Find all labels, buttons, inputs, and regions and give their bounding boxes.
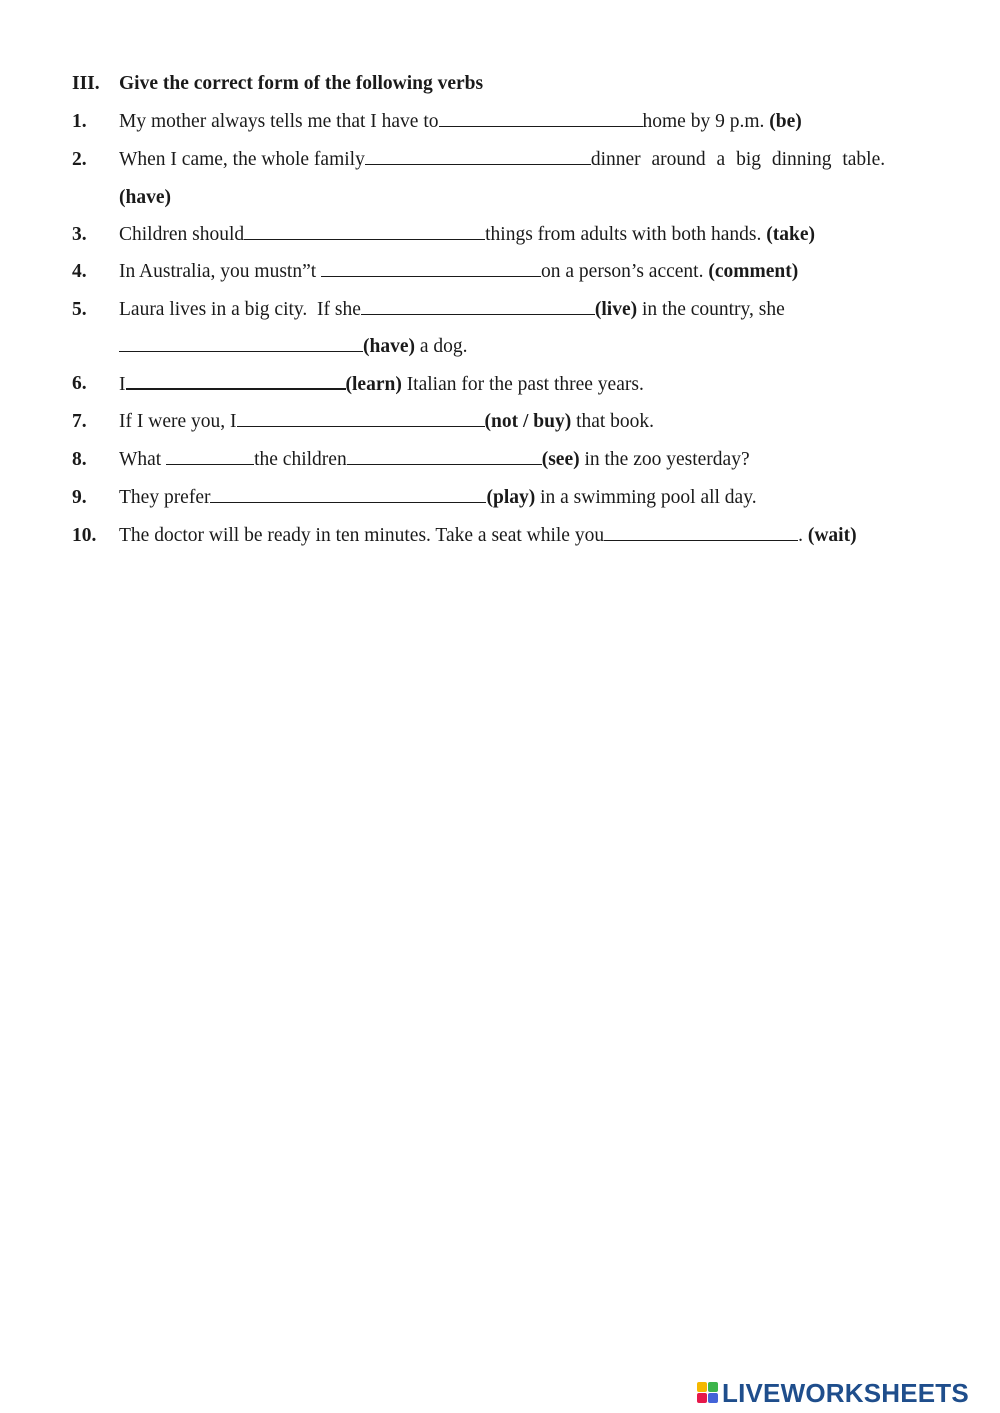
verb-hint: (be) xyxy=(769,111,802,132)
verb-hint: (take) xyxy=(766,224,815,245)
question-7 xyxy=(72,407,940,437)
question-2 xyxy=(72,145,940,175)
question-text: in the country, she xyxy=(641,299,785,320)
question-5 xyxy=(72,295,940,325)
question-1 xyxy=(72,107,940,137)
question-text: that book. xyxy=(576,411,655,432)
answer-blank[interactable] xyxy=(321,257,541,277)
question-8 xyxy=(72,445,940,475)
question-9 xyxy=(72,483,940,513)
question-number: 9. xyxy=(72,487,87,508)
question-text: My mother always tells me that I have to xyxy=(119,111,439,132)
question-number: 8. xyxy=(72,449,87,470)
question-5-continued xyxy=(72,332,940,362)
question-3 xyxy=(72,220,940,250)
answer-blank[interactable] xyxy=(237,407,485,427)
question-text: in a swimming pool all day. xyxy=(540,487,757,508)
verb-hint: (have) xyxy=(363,336,415,357)
question-number: 4. xyxy=(72,261,87,282)
answer-blank[interactable] xyxy=(347,445,542,465)
question-2-continued xyxy=(72,183,940,213)
question-text: Italian for the past three years. xyxy=(406,374,644,395)
verb-hint: (learn) xyxy=(345,374,402,395)
question-text: on a person’s accent. xyxy=(541,261,704,282)
question-text: They prefer xyxy=(119,487,211,508)
answer-blank[interactable] xyxy=(119,332,363,352)
answer-blank[interactable] xyxy=(604,521,798,541)
question-text: In Australia, you mustn”t xyxy=(119,261,317,282)
question-text: If I were you, I xyxy=(119,411,237,432)
verb-hint: (not / buy) xyxy=(484,411,572,432)
question-text: I xyxy=(119,374,126,395)
question-6 xyxy=(72,369,940,399)
verb-hint: (have) xyxy=(119,187,171,208)
answer-blank[interactable] xyxy=(439,107,643,127)
question-text: home by 9 p.m. xyxy=(642,111,765,132)
answer-blank[interactable] xyxy=(166,445,254,465)
section-number: III. xyxy=(72,73,100,94)
answer-blank[interactable] xyxy=(365,145,591,165)
question-text: The doctor will be ready in ten minutes. Take a seat while you xyxy=(119,525,605,546)
section-heading xyxy=(72,69,940,99)
verb-hint: (play) xyxy=(486,487,536,508)
question-number: 10. xyxy=(72,525,97,546)
question-number: 3. xyxy=(72,224,87,245)
question-number: 1. xyxy=(72,111,87,132)
question-text: a dog. xyxy=(419,336,468,357)
question-text: dinner around a big dinning table. xyxy=(590,149,886,170)
question-text: Children should xyxy=(119,224,245,245)
answer-blank[interactable] xyxy=(210,483,486,503)
question-number: 7. xyxy=(72,411,87,432)
verb-hint: (comment) xyxy=(708,261,799,282)
question-number: 5. xyxy=(72,299,87,320)
question-text: Laura lives in a big city. If she xyxy=(119,299,361,320)
question-text: What xyxy=(119,449,162,470)
liveworksheets-logo[interactable] xyxy=(697,1378,969,1408)
section-title: Give the correct form of the following verbs xyxy=(119,73,484,94)
answer-blank[interactable] xyxy=(361,295,595,315)
question-4 xyxy=(72,257,940,287)
question-text: the children xyxy=(254,449,347,470)
answer-blank[interactable] xyxy=(244,220,485,240)
verb-hint: (wait) xyxy=(807,525,857,546)
logo-text: LIVEWORKSHEETS xyxy=(722,1377,969,1408)
question-text: When I came, the whole family xyxy=(119,149,365,170)
verb-hint: (see) xyxy=(541,449,580,470)
answer-blank[interactable] xyxy=(126,369,346,390)
question-text: things from adults with both hands. xyxy=(485,224,762,245)
question-text: . xyxy=(798,525,803,546)
question-number: 6. xyxy=(72,373,87,394)
question-text: in the zoo yesterday? xyxy=(584,449,750,470)
verb-hint: (live) xyxy=(594,299,638,320)
liveworksheets-logo-icon xyxy=(697,1382,719,1404)
question-10 xyxy=(72,521,940,551)
question-number: 2. xyxy=(72,149,87,170)
